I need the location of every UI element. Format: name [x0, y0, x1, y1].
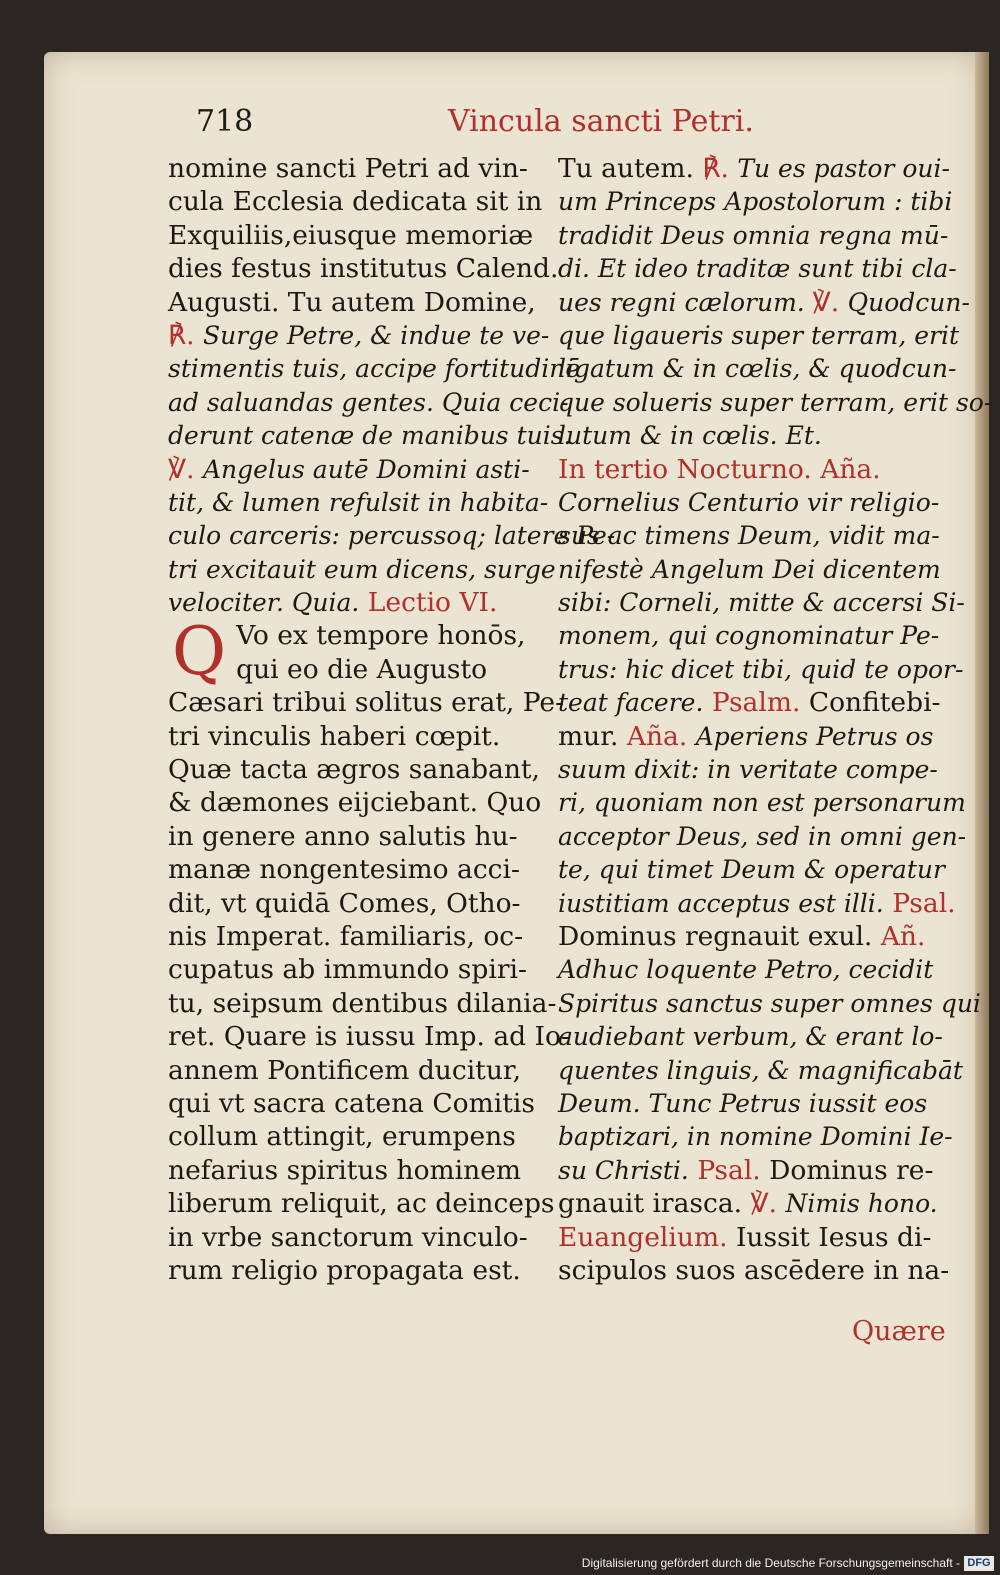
rubric-mark: ℣.	[812, 286, 848, 318]
line-text: Tu es pastor oui-	[737, 154, 950, 183]
line-text: Surge Petre, & indue te ve-	[202, 320, 550, 350]
line-text: Quæ tacta ægros sanabant,	[168, 754, 540, 786]
line-text: Spiritus sanctus super omnes qui	[558, 988, 981, 1018]
line-text: Deum. Tunc Petrus iussit eos	[558, 1088, 928, 1118]
text-line	[168, 1020, 570, 1053]
text-line	[168, 887, 546, 920]
text-line	[558, 1120, 953, 1153]
line-text: lutum & in cœlis. Et.	[558, 421, 822, 451]
line-text: Nimis hono.	[785, 1189, 938, 1219]
line-text: Aperiens Petrus os	[695, 721, 934, 751]
line-text: collum attingit, erumpens	[168, 1121, 516, 1153]
line-text: quentes linguis, & magnificabāt	[558, 1055, 963, 1085]
line-text: Cornelius Centurio vir religio-	[558, 487, 940, 517]
line-text: qui vt sacra catena Comitis	[168, 1087, 535, 1119]
text-line	[558, 786, 966, 819]
rubric-heading: Euangelium.	[558, 1221, 728, 1253]
line-text: baptizari, in nomine Domini Ie-	[558, 1122, 953, 1152]
line-text: gnauit irasca.	[558, 1188, 751, 1220]
line-text: acceptor Deus, sed in omni gen-	[558, 821, 967, 851]
line-text: ri, quoniam non est personarum	[558, 788, 966, 818]
rubric-heading: Aña.	[626, 720, 688, 752]
text-line	[558, 1221, 938, 1254]
line-text: tu, seipsum dentibus dilania-	[168, 987, 557, 1019]
text-line	[558, 887, 956, 920]
line-text: su Christi.	[558, 1155, 689, 1185]
text-line	[168, 286, 546, 319]
text-line	[558, 486, 938, 519]
text-line	[168, 519, 616, 552]
line-text: iustitiam acceptus est illi.	[558, 888, 884, 918]
text-line	[558, 853, 945, 886]
rubric-heading: Psalm.	[711, 687, 801, 719]
line-text: tri excitauit eum dicens, surge	[168, 554, 556, 584]
text-line	[168, 853, 546, 886]
line-text: nifestè Angelum Dei dicentem	[558, 554, 941, 584]
rubric-heading: Psal.	[892, 887, 956, 919]
line-text: Vo ex tempore honōs,	[236, 620, 526, 652]
text-line	[168, 185, 546, 218]
rubric-mark: ℟.	[168, 319, 203, 351]
line-text: di. Et ideo traditæ sunt tibi cla-	[558, 254, 957, 284]
text-line	[168, 786, 546, 819]
text-line	[558, 653, 964, 686]
rubric-heading: Añ.	[880, 920, 926, 952]
line-text: que ligaueris super terram, erit	[558, 320, 960, 350]
line-text: liberum reliquit, ac deinceps	[168, 1188, 555, 1220]
text-line	[558, 953, 938, 986]
text-line	[558, 1154, 938, 1187]
line-text: dies festus institutus Calend.	[168, 253, 559, 285]
line-text: Cæsari tribui solitus erat, Pe-	[168, 687, 565, 719]
text-line	[168, 920, 546, 953]
line-text: sibi: Corneli, mitte & accersi Si-	[558, 588, 965, 618]
line-text: Adhuc loquente Petro, cecidit	[558, 955, 934, 985]
text-line	[168, 1120, 546, 1153]
text-line	[168, 586, 546, 619]
text-line	[558, 286, 970, 319]
text-line	[558, 453, 938, 486]
text-line	[558, 1054, 963, 1087]
text-line	[558, 586, 965, 619]
line-text: ad saluandas gentes. Quia ceci-	[168, 387, 569, 417]
line-text: scipulos suos ascēdere in na-	[558, 1254, 950, 1286]
line-text: qui eo die Augusto	[236, 653, 488, 685]
text-line	[558, 553, 941, 586]
text-line	[168, 453, 546, 486]
line-text: Augusti. Tu autem Domine,	[168, 286, 536, 318]
text-line	[168, 553, 556, 586]
line-text: nomine sancti Petri ad vin-	[168, 153, 528, 184]
line-text: monem, qui cognominatur Pe-	[558, 621, 940, 651]
text-line	[168, 152, 546, 185]
line-text: in vrbe sanctorum vinculo-	[168, 1221, 528, 1253]
text-line	[558, 352, 957, 385]
text-line	[558, 686, 941, 719]
line-text: um Princeps Apostolorum : tibi	[558, 187, 953, 217]
text-line	[168, 219, 546, 252]
text-line	[558, 720, 938, 753]
line-text: suum dixit: in veritate compe-	[558, 755, 938, 785]
text-line	[168, 352, 581, 385]
text-line	[168, 987, 557, 1020]
line-text: dit, vt quidā Comes, Otho-	[168, 887, 521, 919]
rubric-mark: ℣.	[750, 1188, 786, 1220]
text-line	[168, 953, 546, 986]
line-text: derunt catenæ de manibus tuis.	[168, 421, 572, 451]
text-line	[558, 519, 938, 552]
line-text: ligatum & in cœlis, & quodcun-	[558, 354, 957, 384]
footer-credit: Digitalisierung gefördert durch die Deutsche Forschungsgemeinschaft -	[581, 1556, 960, 1570]
text-line	[168, 720, 546, 753]
text-line	[558, 419, 938, 452]
rubric-mark: ℟.	[702, 153, 738, 184]
text-line	[558, 920, 938, 953]
text-line	[168, 386, 569, 419]
text-line	[168, 686, 565, 719]
text-line	[558, 987, 981, 1020]
text-line	[558, 1254, 950, 1287]
line-text: que solueris super terram, erit so-	[558, 387, 993, 417]
line-text: trus: hic dicet tibi, quid te opor-	[558, 654, 964, 684]
text-line	[558, 252, 957, 285]
digitization-footer	[0, 1553, 1000, 1575]
text-line	[168, 753, 546, 786]
text-line	[168, 1221, 546, 1254]
line-text: in genere anno salutis hu-	[168, 820, 518, 852]
line-text: Quodcun-	[847, 287, 970, 317]
text-line	[558, 386, 993, 419]
running-title: Vincula sancti Petri.	[448, 104, 754, 139]
line-text: audiebant verbum, & erant lo-	[558, 1022, 943, 1052]
line-text: Exquiliis,eiusque memoriæ	[168, 219, 534, 251]
text-line	[168, 1087, 546, 1120]
page-header	[0, 104, 1000, 144]
text-line	[558, 219, 949, 252]
text-line	[558, 619, 938, 652]
line-text: nis Imperat. familiaris, oc-	[168, 920, 524, 952]
line-text: culo carceris: percussoq; latere Pe-	[168, 521, 616, 551]
text-line	[558, 1187, 938, 1220]
text-line	[558, 152, 950, 185]
text-line	[168, 1187, 555, 1220]
line-text: mur.	[558, 720, 619, 752]
line-text: Dominus regnauit exul.	[558, 920, 873, 952]
right-column	[558, 152, 993, 1287]
line-text: manæ nongentesimo acci-	[168, 854, 520, 886]
text-line	[558, 1020, 943, 1053]
text-line	[168, 319, 550, 352]
rubric-heading: In tertio Nocturno. Aña.	[558, 453, 881, 485]
text-line	[168, 1154, 546, 1187]
line-text: & dæmones eijciebant. Quo	[168, 787, 542, 819]
line-text: rum religio propagata est.	[168, 1254, 521, 1286]
text-line	[168, 486, 549, 519]
line-text: Iussit Iesus di-	[735, 1221, 932, 1253]
line-text: tradidit Deus omnia regna mū-	[558, 220, 949, 250]
line-text: Angelus autē Domini asti-	[202, 454, 530, 484]
line-text: Confitebi-	[808, 687, 941, 719]
line-text: annem Pontificem ducitur,	[168, 1054, 522, 1086]
line-text: teat facere.	[558, 688, 704, 718]
line-text: sus ac timens Deum, vidit ma-	[558, 521, 940, 551]
text-line	[168, 419, 572, 452]
text-line	[168, 1254, 546, 1287]
text-line	[168, 252, 559, 285]
page-edge	[975, 52, 989, 1534]
line-text: cupatus ab immundo spiri-	[168, 954, 527, 986]
text-line	[558, 319, 960, 352]
line-text: nefarius spiritus hominem	[168, 1154, 522, 1186]
text-line	[558, 753, 938, 786]
line-text: Tu autem.	[558, 153, 703, 184]
line-text: velociter. Quia.	[168, 588, 360, 618]
text-line	[168, 1054, 546, 1087]
page-number: 718	[196, 104, 254, 139]
line-text: ret. Quare is iussu Imp. ad Io-	[168, 1021, 570, 1053]
line-text: te, qui timet Deum & operatur	[558, 855, 945, 885]
dfg-logo: DFG	[964, 1556, 994, 1571]
rubric-heading: Lectio VI.	[367, 587, 498, 619]
text-line	[558, 1087, 938, 1120]
text-line	[168, 820, 546, 853]
text-line	[558, 185, 953, 218]
line-text: tit, & lumen refulsit in habita-	[168, 487, 549, 517]
line-text: stimentis tuis, accipe fortitudinē	[168, 354, 581, 384]
line-text: Dominus re-	[769, 1154, 934, 1186]
drop-initial: Q	[172, 613, 227, 691]
rubric-mark: ℣.	[168, 453, 203, 485]
line-text: cula Ecclesia dedicata sit in	[168, 186, 543, 218]
line-text: ues regni cælorum.	[558, 287, 813, 317]
line-text: tri vinculis haberi cœpit.	[168, 720, 501, 752]
text-line	[558, 820, 967, 853]
catchword: Quære	[852, 1316, 946, 1347]
rubric-heading: Psal.	[697, 1154, 761, 1186]
